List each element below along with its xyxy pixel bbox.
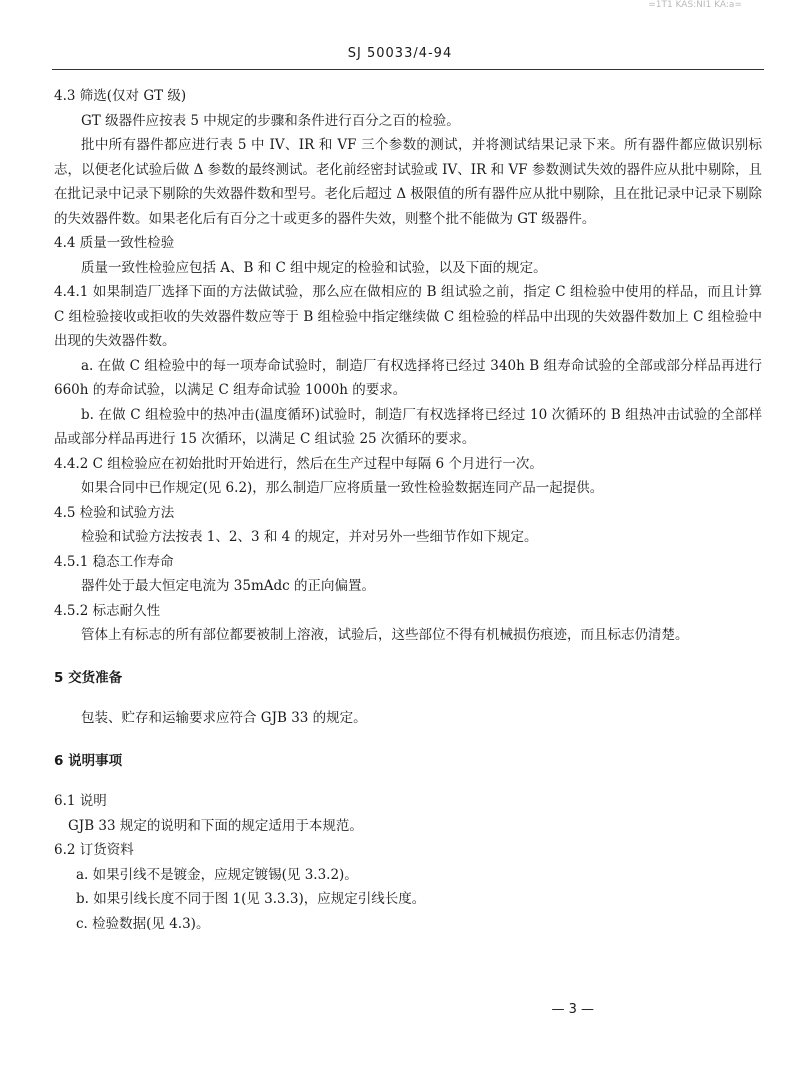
section-6-2-item-c: c. 检验数据(见 4.3)。 — [76, 915, 210, 932]
section-4-5-1-para: 器件处于最大恒定电流为 35mAdc 的正向偏置。 — [81, 578, 376, 594]
section-4-4-1-item-a: a. 在做 C 组检验中的每一项寿命试验时，制造厂有权选择将已经过 340h B 组寿命试验的全部或部分样品再进行 660h 的寿命试验，以满足 C 组寿命试验 1000h 的要求。 — [54, 357, 762, 398]
section-4-5-heading: 4.5 检验和试验方法 — [54, 504, 175, 521]
section-4-5-2-heading: 4.5.2 标志耐久性 — [54, 602, 161, 619]
section-6-2-item-a: a. 如果引线不是镀金，应规定镀锡(见 3.3.2)。 — [76, 866, 358, 883]
section-4-3-para-2: 批中所有器件都应进行表 5 中 IV、IR 和 VF 三个参数的测试，并将测试结果记录下来。所有器件都应做识别标志，以便老化试验后做 Δ 参数的最终测试。老化前经密封试验或 IV、IR 和 VF 参数测试失效的器件应从批中剔除，且在批记录中记录下剔除的失效器件数和型号。老化后超过 Δ 极限值的所有器件应从批中剔除，且在批记录中记录下剔除的失效器件数。如果老化后有百分之十或更多的器件失效，则整个批不能做为 GT 级器件。 — [54, 137, 762, 227]
section-5-heading: 5 交货准备 — [54, 669, 123, 686]
section-4-3-para-1: GT 级器件应按表 5 中规定的步骤和条件进行百分之百的检验。 — [81, 112, 460, 129]
section-4-5-2-para: 管体上有标志的所有部位都要被制上溶液，试验后，这些部位不得有机械损伤痕迹，而且标志仍清楚。 — [81, 627, 689, 643]
section-4-4-2-para: 如果合同中已作规定(见 6.2)，那么制造厂应将质量一致性检验数据连同产品一起提供。 — [81, 480, 604, 496]
section-6-1-heading: 6.1 说明 — [54, 793, 107, 809]
section-4-4-para: 质量一致性检验应包括 A、B 和 C 组中规定的检验和试验，以及下面的规定。 — [81, 259, 547, 276]
spacer — [54, 690, 762, 706]
section-4-5-para: 检验和试验方法按表 1、2、3 和 4 的规定，并对另外一些细节作如下规定。 — [81, 529, 538, 545]
section-6-2-heading: 6.2 订货资料 — [54, 842, 134, 858]
section-4-4-1-item-b: b. 在做 C 组检验中的热冲击(温度循环)试验时，制造厂有权选择将已经过 10 次循环的 B 组热冲击试验的全部样品或部分样品再进行 15 次循环，以满足 C 组试验 25 次循环的要求。 — [54, 406, 762, 447]
section-4-4-heading: 4.4 质量一致性检验 — [54, 235, 175, 251]
section-4-3-heading: 4.3 筛选(仅对 GT 级) — [54, 88, 187, 104]
section-5-para: 包装、贮存和运输要求应符合 GJB 33 的规定。 — [81, 710, 367, 726]
document-header: SJ 50033/4-94 — [347, 46, 453, 61]
section-6-heading: 6 说明事项 — [54, 752, 123, 769]
spacer — [54, 731, 762, 749]
watermark: =1T1 KAS:NI1 KA:a= — [648, 0, 742, 10]
section-6-1-para: GJB 33 规定的说明和下面的规定适用于本规范。 — [68, 817, 363, 834]
page-number: — 3 — — [551, 1002, 594, 1017]
section-4-5-1-heading: 4.5.1 稳态工作寿命 — [54, 553, 174, 570]
section-4-4-2: 4.4.2 C 组检验应在初始批时开始进行，然后在生产过程中每隔 6 个月进行一次。 — [54, 455, 543, 472]
section-4-4-1: 4.4.1 如果制造厂选择下面的方法做试验，那么应在做相应的 B 组试验之前，指定 C 组检验中使用的样品，而且计算 C 组检验接收或拒收的失效器件数应等于 B 组检验中指定继续做 C 组检验的样品中出现的失效器件数加上 C 组检验中出现的失效器件数。 — [54, 284, 762, 349]
page-content — [54, 84, 762, 936]
spacer — [54, 773, 762, 789]
header-rule — [52, 69, 764, 70]
spacer — [54, 648, 762, 666]
section-6-2-item-b: b. 如果引线长度不同于图 1(见 3.3.3)，应规定引线长度。 — [76, 891, 426, 907]
